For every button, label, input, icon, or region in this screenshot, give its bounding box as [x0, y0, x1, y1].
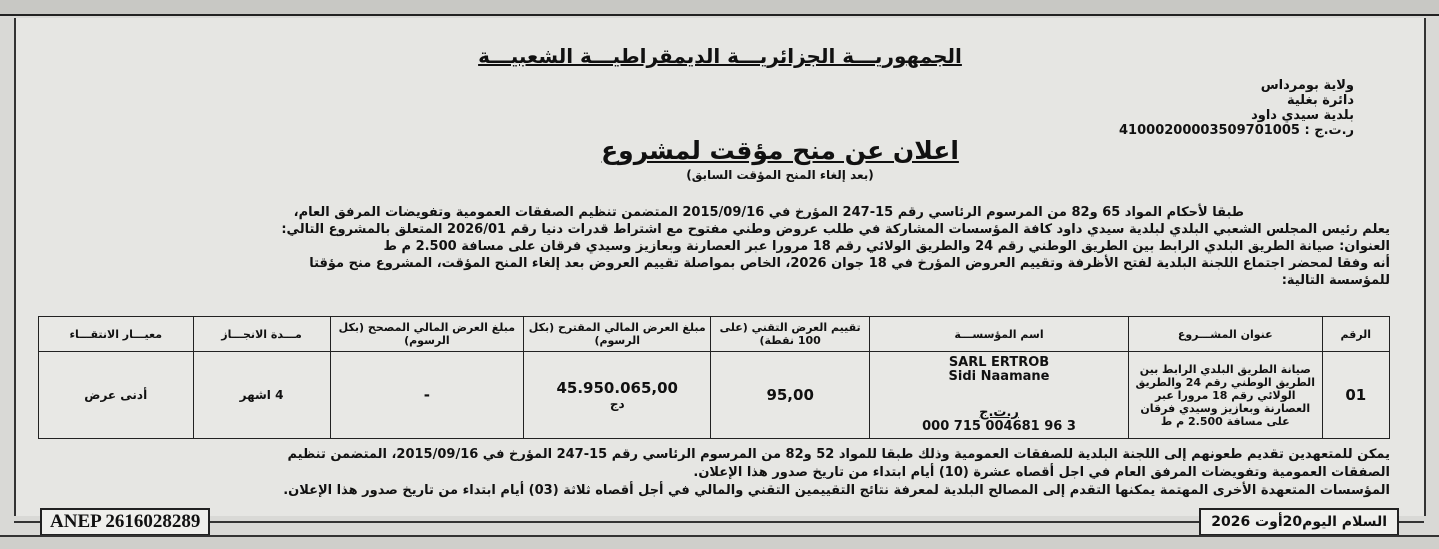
- notice-sheet: [14, 18, 1426, 516]
- footer-line: المؤسسات المتعهدة الأخرى المهتمة يمكنها التقدم إلى المصالح البلدية لمعرفة نتائج التقييمين التقني والمالي في أجل أقصاه ثلاثة (03) أيام ابتداء من تاريخ صدور هذا الإعلان.: [283, 483, 1390, 498]
- cell-technical-score: 95,00: [711, 352, 870, 439]
- header-technical-score: تقييم العرض التقني (على 100 نقطة): [711, 317, 870, 352]
- notice-footer: [38, 446, 1390, 500]
- header-company: اسم المؤسســـة: [870, 317, 1129, 352]
- body-line: أنه وفقا لمحضر اجتماع اللجنة البلدية لفتح الأظرفة وتقييم العروض المؤرخ في 18 جوان 2026، الخاص بمواصلة تقييم العروض بعد إلغاء المنح المؤقت، المشروع منح مؤقتا: [309, 256, 1390, 271]
- offer-amount: 45.950.065,00: [556, 379, 678, 397]
- body-line: يعلم رئيس المجلس الشعبي البلدي لبلدية سيدي داود كافة المؤسسات المشاركة في طلب عروض وطني مفتوح مع اشتراط قدرات دنيا رقم 2026/01 المتعلق بالمشروع التالي:: [281, 222, 1390, 237]
- header-number: الرقم: [1322, 317, 1389, 352]
- previous-page-strip: [0, 0, 1439, 16]
- footer-line: يمكن للمتعهدين تقديم طعونهم إلى اللجنة البلدية للصفقات العمومية وذلك طبقا للمواد 52 و82 من المرسوم الرئاسي رقم 15-247 المؤرخ في 2015/09/16، المتضمن تنظيم: [287, 447, 1390, 462]
- body-line: طبقا لأحكام المواد 65 و82 من المرسوم الرئاسي رقم 15-247 المؤرخ في 2015/09/16 المتضمن تنظيم الصفقات العمومية وتفويضات المرفق العام،: [293, 205, 1244, 220]
- notice-subtitle: (بعد إلغاء المنح المؤقت السابق): [686, 168, 874, 182]
- administration-block: [1119, 78, 1354, 138]
- body-line: للمؤسسة التالية:: [1281, 273, 1390, 288]
- company-place: Sidi Naamane: [948, 369, 1050, 384]
- cell-criterion: أدنى عرض: [39, 352, 194, 439]
- cell-corrected-amount: -: [330, 352, 524, 439]
- award-table: [38, 316, 1390, 439]
- registration-label: ر.ت.ج :: [1304, 123, 1354, 138]
- header-duration: مـــدة الانجـــاز: [193, 317, 330, 352]
- newspaper-date: السلام اليوم20أوت 2026: [1199, 508, 1399, 536]
- header-corrected-amount: مبلغ العرض المالي المصحح (بكل الرسوم): [330, 317, 524, 352]
- header-offer-amount: مبلغ العرض المالي المقترح (بكل الرسوم): [524, 317, 711, 352]
- company-reg-number: 000 715 004681 96 3: [922, 419, 1076, 434]
- wilaya-label: ولاية بومرداس: [1260, 78, 1354, 93]
- cell-duration: 4 اشهر: [193, 352, 330, 439]
- anep-reference: ANEP 2616028289: [40, 508, 210, 536]
- notice-title: اعلان عن منح مؤقت لمشروع: [601, 136, 959, 165]
- daira-label: دائرة بغلية: [1286, 93, 1354, 108]
- table-header-row: [39, 317, 1390, 352]
- company-name: SARL ERTROB: [948, 355, 1050, 370]
- cell-offer-amount: [524, 352, 711, 439]
- header-project: عنوان المشـــروع: [1128, 317, 1322, 352]
- commune-label: بلدية سيدي داود: [1251, 108, 1354, 123]
- body-line: العنوان: صيانة الطريق البلدي الرابط بين الطريق الوطني رقم 24 والطريق الولائي رقم 18 مرورا عبر العصارنة وبعازيز وسيدي فرقان على مسافة 2.500 م ط: [383, 239, 1390, 254]
- cell-project: صيانة الطريق البلدي الرابط بين الطريق الوطني رقم 24 والطريق الولائي رقم 18 مرورا عبر العصارنة وبعازيز وسيدي فرقان على مسافة 2.500 م ط: [1128, 352, 1322, 439]
- cell-company: [870, 352, 1129, 439]
- registration-number: 41000200003509701005: [1119, 123, 1300, 138]
- offer-currency: دج: [609, 397, 625, 411]
- table-row: [39, 352, 1390, 439]
- company-reg-label: ر.ت.ج: [979, 405, 1019, 420]
- header-criterion: معيـــار الانتقـــاء: [39, 317, 194, 352]
- cell-number: 01: [1322, 352, 1389, 439]
- notice-body: [38, 204, 1390, 289]
- footer-line: الصفقات العمومية وتفويضات المرفق العام في اجل أقصاه عشرة (10) أيام ابتداء من تاريخ صدور هذا الإعلان.: [693, 465, 1390, 480]
- republic-heading: الجمهوريـــة الجزائريـــة الديمقراطيـــة الشعبيـــة: [478, 44, 962, 68]
